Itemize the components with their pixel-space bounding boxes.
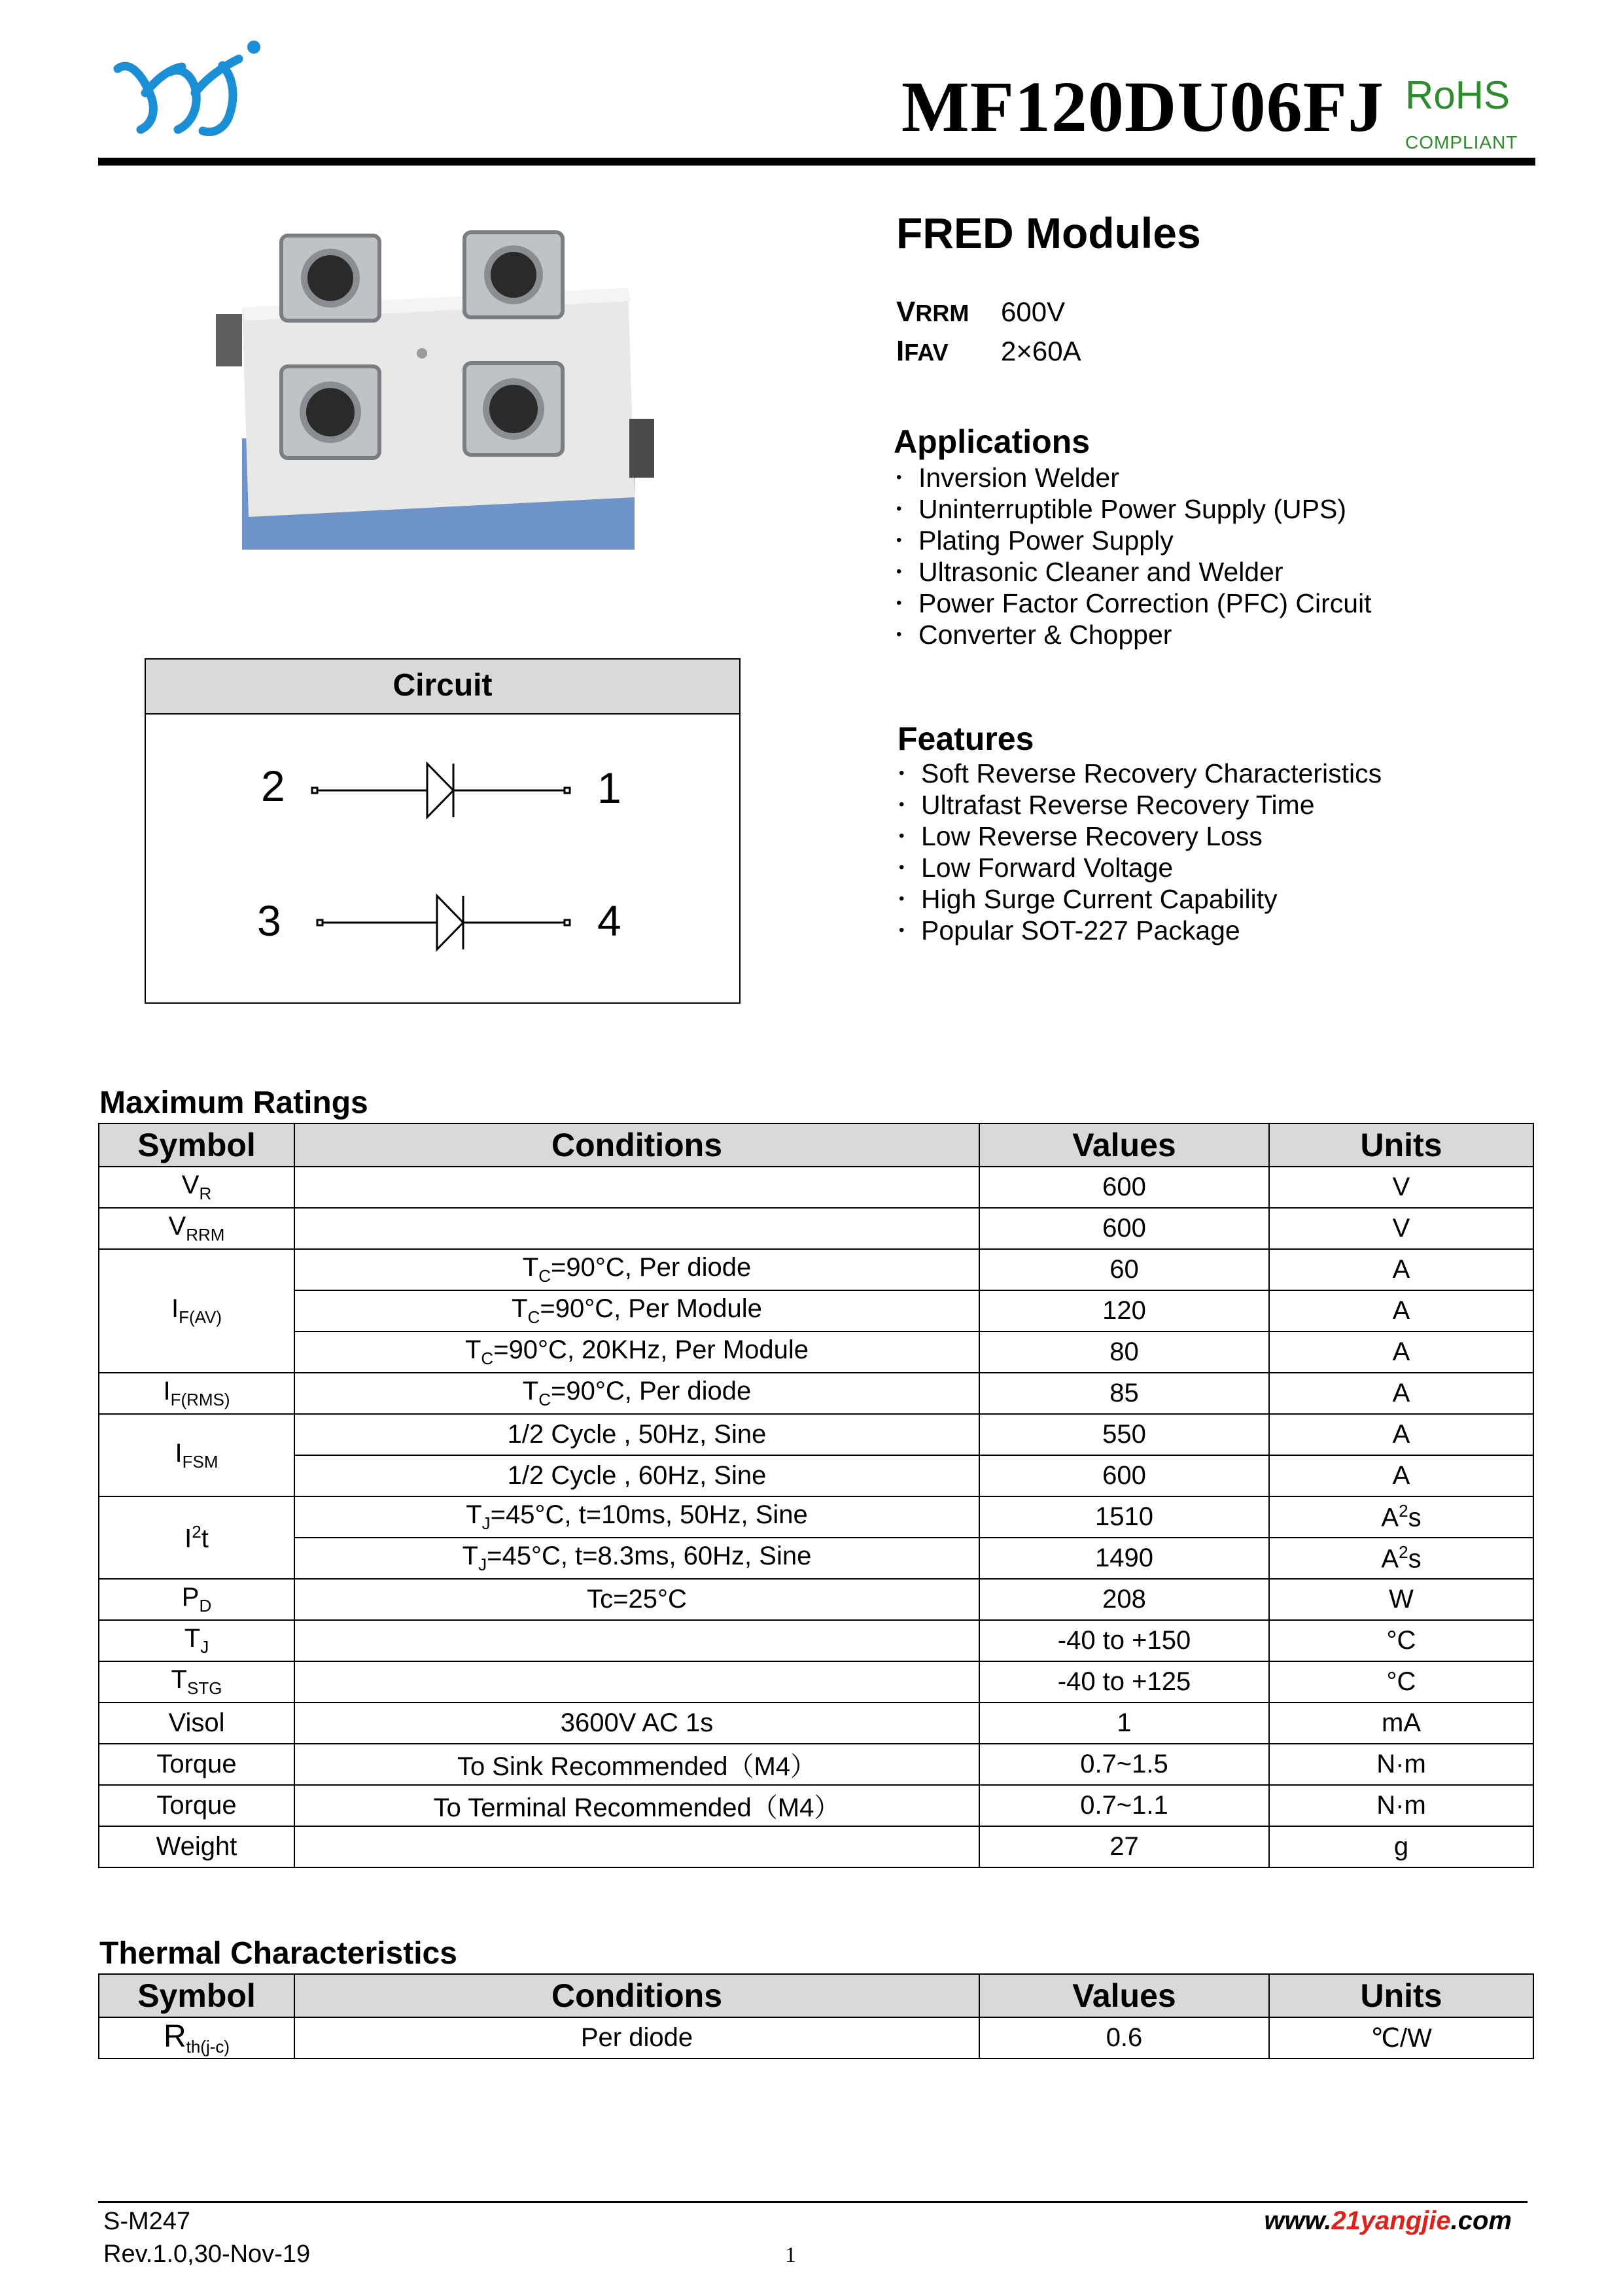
unit-cell: A: [1269, 1455, 1533, 1496]
list-item: • Low Forward Voltage: [899, 852, 1382, 883]
symbol-cell: $V_{RRM}$: [99, 1208, 294, 1249]
table-row: [99, 2017, 1533, 2058]
unit-cell: N·m: [1269, 1785, 1533, 1826]
unit-cell: A: [1269, 1290, 1533, 1332]
symbol-cell: Torque: [99, 1744, 294, 1785]
condition-cell: $T_C=90^\circ C$, Per diode: [294, 1249, 979, 1290]
column-header: Conditions: [294, 1974, 979, 2017]
list-item: • Converter & Chopper: [896, 619, 1372, 650]
circuit-box: [145, 658, 741, 1004]
column-header: Symbol: [99, 1974, 294, 2017]
symbol-cell: $T_{STG}$: [99, 1661, 294, 1703]
table-row: [99, 1249, 1533, 1290]
rohs-mark: RoHS: [1405, 73, 1510, 117]
list-item: • Ultrasonic Cleaner and Welder: [896, 556, 1372, 588]
value-cell: 60: [979, 1249, 1269, 1290]
table-header-row: [99, 1123, 1533, 1167]
list-item: • Uninterruptible Power Supply (UPS): [896, 493, 1372, 525]
table-row: [99, 1703, 1533, 1744]
value-cell: 600: [979, 1455, 1269, 1496]
table-row: [99, 1290, 1533, 1332]
part-number: MF120DU06FJ: [901, 67, 1384, 147]
value-cell: 27: [979, 1826, 1269, 1867]
condition-cell: $T_C=90^\circ C$, Per diode: [294, 1373, 979, 1414]
column-header: Conditions: [294, 1123, 979, 1167]
spec-value: 2×60A: [1001, 336, 1081, 366]
pin-label: 1: [597, 764, 621, 812]
condition-cell: $T_C=90^\circ C$, Per Module: [294, 1290, 979, 1332]
list-item: • Plating Power Supply: [896, 525, 1372, 556]
table-row: [99, 1785, 1533, 1826]
diode-symbol: [317, 896, 570, 949]
unit-cell: A: [1269, 1414, 1533, 1455]
unit-cell: $A^2s$: [1269, 1538, 1533, 1579]
symbol-cell: $V_R$: [99, 1167, 294, 1208]
unit-cell: N·m: [1269, 1744, 1533, 1785]
page-number: 1: [785, 2243, 796, 2267]
column-header: Units: [1269, 1974, 1533, 2017]
symbol-cell: $I_{F(RMS)}$: [99, 1373, 294, 1414]
value-cell: 208: [979, 1579, 1269, 1620]
circuit-diagram: [146, 716, 739, 1002]
spec-value: 600V: [1001, 296, 1066, 327]
value-cell: 120: [979, 1290, 1269, 1332]
spec-ifav: [896, 335, 1081, 368]
list-item: • Power Factor Correction (PFC) Circuit: [896, 588, 1372, 619]
symbol-cell: Torque: [99, 1785, 294, 1826]
condition-cell: 1/2 Cycle , 60Hz, Sine: [294, 1455, 979, 1496]
value-cell: 0.7~1.1: [979, 1785, 1269, 1826]
column-header: Values: [979, 1123, 1269, 1167]
table-row: [99, 1826, 1533, 1867]
condition-cell: Per diode: [294, 2017, 979, 2058]
max-ratings-table: [98, 1123, 1534, 1868]
value-cell: 1: [979, 1703, 1269, 1744]
condition-cell: Tc=25°C: [294, 1579, 979, 1620]
unit-cell: $A^2s$: [1269, 1496, 1533, 1538]
product-title: FRED Modules: [896, 209, 1201, 257]
value-cell: 0.6: [979, 2017, 1269, 2058]
value-cell: 1510: [979, 1496, 1269, 1538]
product-photo: [216, 222, 654, 563]
table-row: [99, 1744, 1533, 1785]
table-row: [99, 1661, 1533, 1703]
unit-cell: ℃/W: [1269, 2017, 1533, 2058]
applications-list: [896, 462, 1372, 650]
spec-vrrm: [896, 296, 1065, 328]
column-header: Values: [979, 1974, 1269, 2017]
symbol-cell: $I^2t$: [99, 1496, 294, 1579]
pin-label: 4: [597, 896, 621, 945]
symbol-cell: $R_{th(j-c)}$: [99, 2017, 294, 2058]
header-divider: [98, 158, 1535, 166]
unit-cell: °C: [1269, 1661, 1533, 1703]
condition-cell: To Terminal Recommended（M4）: [294, 1785, 979, 1826]
value-cell: 550: [979, 1414, 1269, 1455]
company-logo: [105, 33, 268, 144]
max-ratings-title: Maximum Ratings: [99, 1086, 368, 1120]
list-item: • Ultrafast Reverse Recovery Time: [899, 789, 1382, 821]
unit-cell: V: [1269, 1208, 1533, 1249]
diode-symbol: [312, 764, 570, 817]
spec-symbol: IFAV: [896, 335, 949, 367]
value-cell: 600: [979, 1208, 1269, 1249]
condition-cell: [294, 1167, 979, 1208]
features-list: [899, 758, 1382, 946]
unit-cell: °C: [1269, 1620, 1533, 1661]
column-header: Units: [1269, 1123, 1533, 1167]
list-item: • Soft Reverse Recovery Characteristics: [899, 758, 1382, 789]
value-cell: -40 to +150: [979, 1620, 1269, 1661]
value-cell: 600: [979, 1167, 1269, 1208]
condition-cell: 3600V AC 1s: [294, 1703, 979, 1744]
table-row: [99, 1455, 1533, 1496]
condition-cell: [294, 1826, 979, 1867]
table-row: [99, 1332, 1533, 1373]
table-row: [99, 1538, 1533, 1579]
symbol-cell: $T_J$: [99, 1620, 294, 1661]
applications-heading: Applications: [894, 423, 1091, 460]
pin-label: 3: [257, 896, 281, 945]
footer-divider: [98, 2201, 1527, 2203]
condition-cell: $T_J=45^\circ C$, t=8.3ms, 60Hz, Sine: [294, 1538, 979, 1579]
unit-cell: A: [1269, 1332, 1533, 1373]
symbol-cell: Visol: [99, 1703, 294, 1744]
table-row: [99, 1579, 1533, 1620]
value-cell: 85: [979, 1373, 1269, 1414]
condition-cell: $T_C=90^\circ C$, 20KHz, Per Module: [294, 1332, 979, 1373]
symbol-cell: Weight: [99, 1826, 294, 1867]
value-cell: 0.7~1.5: [979, 1744, 1269, 1785]
symbol-cell: $P_D$: [99, 1579, 294, 1620]
symbol-cell: $I_{FSM}$: [99, 1414, 294, 1496]
unit-cell: W: [1269, 1579, 1533, 1620]
spec-symbol: VRRM: [896, 296, 969, 328]
unit-cell: A: [1269, 1373, 1533, 1414]
list-item: • Inversion Welder: [896, 462, 1372, 493]
unit-cell: V: [1269, 1167, 1533, 1208]
condition-cell: 1/2 Cycle , 50Hz, Sine: [294, 1414, 979, 1455]
table-row: [99, 1167, 1533, 1208]
value-cell: 1490: [979, 1538, 1269, 1579]
rohs-compliant-label: COMPLIANT: [1405, 132, 1518, 152]
document-id: S-M247: [103, 2208, 191, 2235]
table-row: [99, 1373, 1533, 1414]
value-cell: 80: [979, 1332, 1269, 1373]
table-header-row: [99, 1974, 1533, 2017]
unit-cell: A: [1269, 1249, 1533, 1290]
table-row: [99, 1414, 1533, 1455]
symbol-cell: $I_{F(AV)}$: [99, 1249, 294, 1373]
list-item: • Popular SOT-227 Package: [899, 915, 1382, 946]
website-link[interactable]: www.21yangjie.com: [1264, 2206, 1512, 2235]
unit-cell: g: [1269, 1826, 1533, 1867]
list-item: • Low Reverse Recovery Loss: [899, 821, 1382, 852]
table-row: [99, 1620, 1533, 1661]
condition-cell: [294, 1661, 979, 1703]
column-header: Symbol: [99, 1123, 294, 1167]
list-item: • High Surge Current Capability: [899, 883, 1382, 915]
unit-cell: mA: [1269, 1703, 1533, 1744]
table-row: [99, 1208, 1533, 1249]
thermal-title: Thermal Characteristics: [99, 1936, 457, 1971]
pin-label: 2: [261, 762, 285, 810]
condition-cell: $T_J=45^\circ C$, t=10ms, 50Hz, Sine: [294, 1496, 979, 1538]
condition-cell: [294, 1208, 979, 1249]
condition-cell: [294, 1620, 979, 1661]
circuit-heading: Circuit: [146, 660, 739, 715]
table-row: [99, 1496, 1533, 1538]
thermal-table: [98, 1973, 1534, 2059]
condition-cell: To Sink Recommended（M4）: [294, 1744, 979, 1785]
features-heading: Features: [898, 720, 1034, 757]
value-cell: -40 to +125: [979, 1661, 1269, 1703]
revision-date: Rev.1.0,30-Nov-19: [103, 2240, 311, 2268]
